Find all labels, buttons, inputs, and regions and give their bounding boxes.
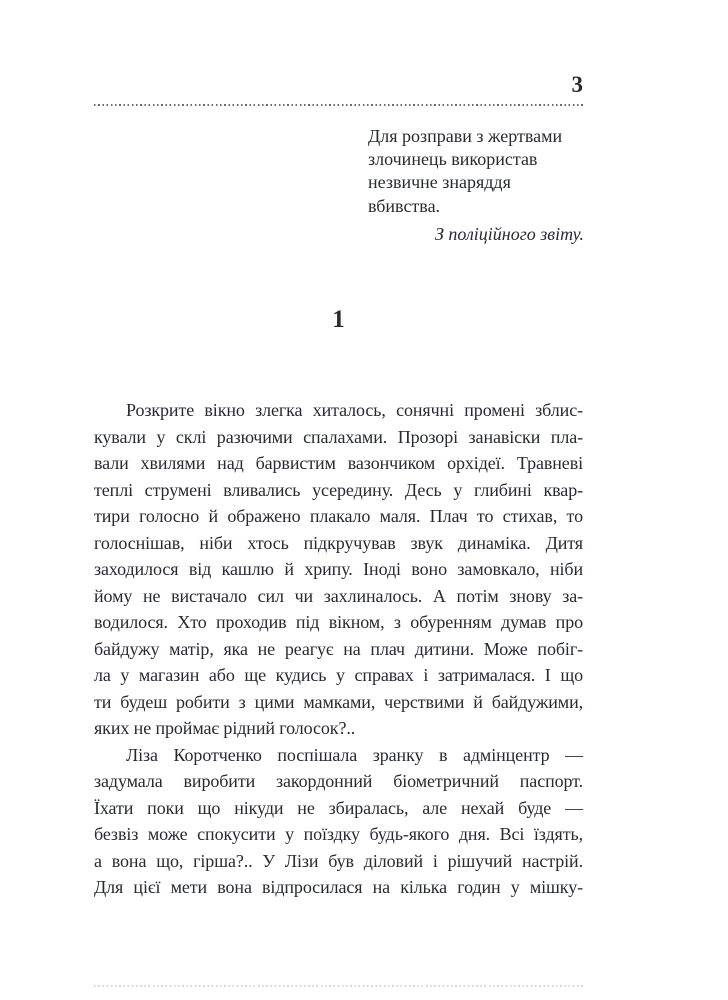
body-text-line: теплі струмені вливались усередину. Десь у глибині квар- xyxy=(94,479,583,500)
body-text-line: заходилося від кашлю й хрипу. Іноді воно замовкало, ніби xyxy=(94,559,583,579)
body-text-line: ла у магазин або ще кудись у справах і затрималася. І що xyxy=(94,665,583,685)
body-text-line: а вона що, гірша?.. У Лізи був діловий і рішучий настрій. xyxy=(94,850,583,871)
epigraph-line: вбивства. xyxy=(368,195,441,216)
epigraph-line: злочинець використав xyxy=(368,149,538,170)
chapter-number: 1 xyxy=(332,306,345,333)
epigraph-line: незвичне знаряддя xyxy=(368,172,511,193)
body-text-line: водилося. Хто проходив під вікном, з обуренням думав про xyxy=(94,612,583,632)
body-text-line: ти будеш робити з цими мамками, черствими й байдужими, xyxy=(94,691,583,712)
body-text-line: вали хвилями над барвистим вазончиком орхідеї. Травневі xyxy=(94,453,583,473)
body-text-line: байдужу матір, яка не реагує на плач дитини. Може побіг- xyxy=(94,638,583,659)
epigraph-attribution: З поліційного звіту. xyxy=(434,223,584,244)
body-text xyxy=(94,397,583,901)
epigraph-line: Для розправи з жертвами xyxy=(368,126,563,146)
body-text-line: задумала виробити закордонний біометричний паспорт. xyxy=(94,771,583,791)
body-text-line: безвіз може спокусити у поїздку будь-якого дня. Всі їздять, xyxy=(94,824,583,844)
body-text-line: кували у склі разючими спалахами. Прозорі занавіски пла- xyxy=(94,426,583,447)
header-dotted-rule xyxy=(94,104,583,106)
epigraph xyxy=(368,125,584,246)
body-text-line: Їхати поки що нікуди не збиралась, але нехай буде — xyxy=(94,797,583,818)
body-text-line: Для цієї мети вона відпросилася на кілька годин у мішку- xyxy=(94,877,583,897)
body-text-line: яких не проймає рідний голосок?.. xyxy=(94,718,356,738)
body-text-line: Ліза Коротченко поспішала зранку в адмінцентр — xyxy=(126,744,583,765)
page-number: 3 xyxy=(571,72,583,97)
body-text-line: голоснішав, ніби хтось підкручував звук динаміка. Дитя xyxy=(94,532,583,553)
body-text-line: йому не вистачало сил чи захлиналось. А потім знову за- xyxy=(94,585,583,606)
body-text-line: Розкрите вікно злегка хиталось, сонячні промені зблис- xyxy=(126,400,583,420)
footer-dotted-rule xyxy=(94,985,583,987)
body-text-line: тири голосно й ображено плакало маля. Плач то стихав, то xyxy=(94,506,583,526)
